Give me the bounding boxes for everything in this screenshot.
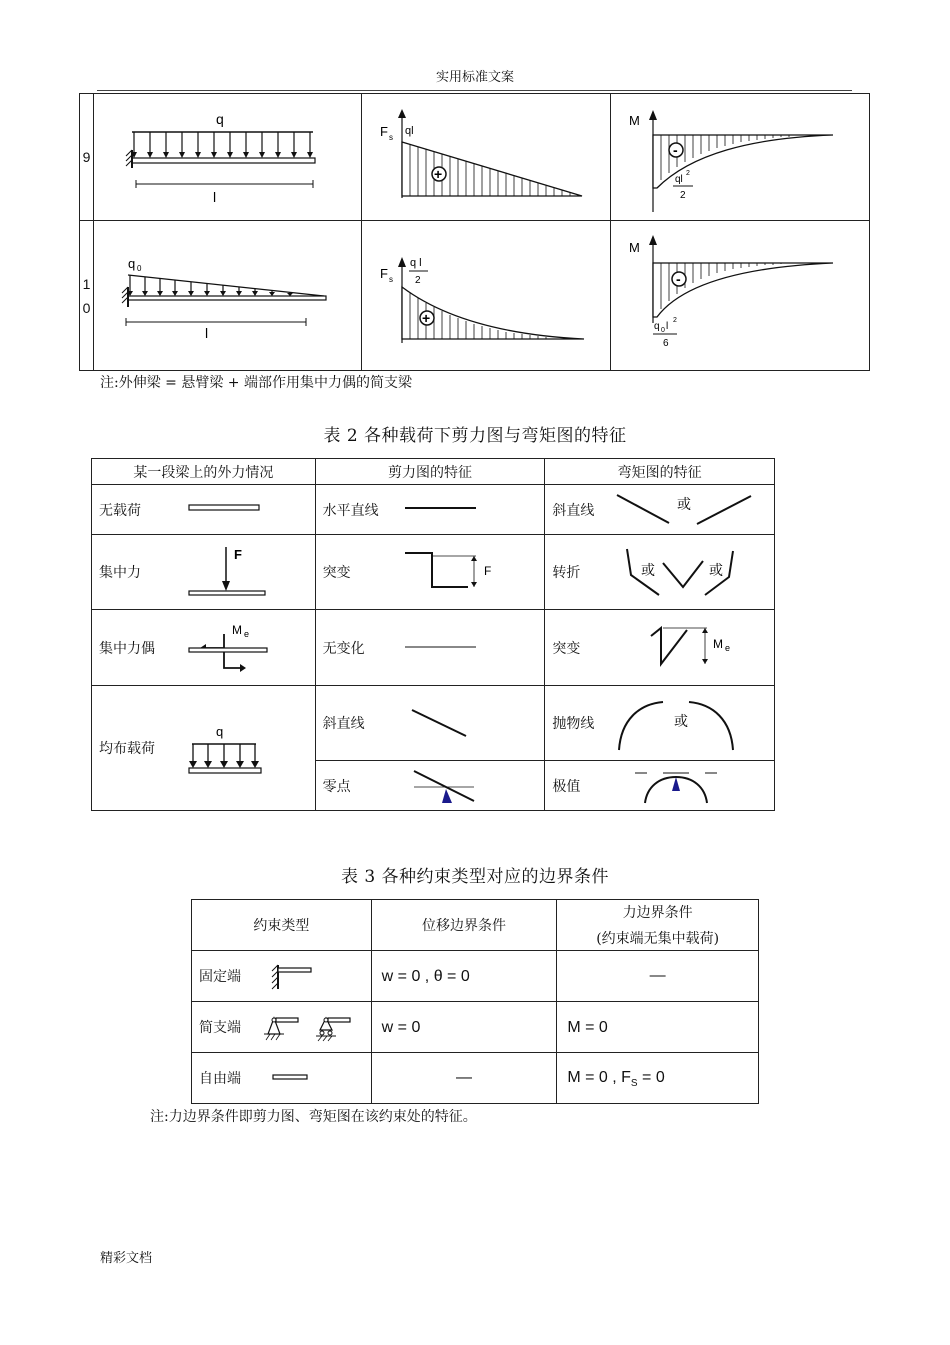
or-label: 或 <box>641 563 656 579</box>
load-q-sub: 0 <box>137 264 142 273</box>
row-number: 1 0 <box>80 221 94 371</box>
load-feature-table <box>91 458 775 811</box>
or-label: 或 <box>709 563 724 579</box>
cantilever-triangular-load-diagram <box>94 221 361 370</box>
negative-sign: - <box>676 271 681 287</box>
load-diagram-cell <box>94 221 362 371</box>
shear-axis-sub: s <box>389 275 393 284</box>
shear-axis-sub: s <box>389 133 393 142</box>
moment-axis-label: M <box>629 240 640 255</box>
column-header: 约束类型 <box>192 900 372 951</box>
simple-support-icon <box>264 1014 356 1042</box>
couple-sub: e <box>244 629 250 639</box>
fixed-support-icon <box>270 963 314 991</box>
moment-value-num: ql <box>675 174 683 185</box>
jump-icon <box>404 547 504 597</box>
load-q-label: q <box>128 256 136 271</box>
moment-value-sup: 2 <box>686 170 690 177</box>
load-diagram-cell <box>94 94 362 221</box>
force-condition: — <box>649 967 666 984</box>
table-row <box>80 221 870 371</box>
moment-feature-label: 抛物线 <box>552 716 595 732</box>
load-q-label: q <box>216 111 224 127</box>
moment-diagram-cell <box>611 94 870 221</box>
displacement-condition: — <box>456 1069 472 1086</box>
shear-feature-label: 斜直线 <box>322 716 365 732</box>
shear-feature-label: 突变 <box>322 565 351 581</box>
free-end-icon <box>272 1073 312 1083</box>
horizontal-line-icon <box>404 644 480 650</box>
extremum-icon <box>633 765 723 807</box>
moment-feature-label: 斜直线 <box>552 502 595 519</box>
moment-feature-label: 极值 <box>552 778 581 795</box>
shear-value-num: q l <box>410 257 422 269</box>
force-condition: M = 0 <box>567 1019 608 1036</box>
table-row <box>92 610 775 686</box>
table-row <box>92 485 775 535</box>
couple-label: M <box>232 623 242 637</box>
page-header: 实用标准文案 <box>435 70 514 85</box>
column-header: 力边界条件 (约束端无集中载荷) <box>557 900 759 951</box>
parabola-icon <box>615 696 745 752</box>
moment-value-num: q <box>654 321 660 332</box>
cantilever-uniform-load-diagram <box>94 94 361 220</box>
table-row <box>92 535 775 610</box>
shear-axis-label: F <box>380 266 388 281</box>
table-row <box>192 1002 759 1053</box>
table-header-row <box>92 459 775 485</box>
length-label: l <box>205 325 209 341</box>
negative-sign: - <box>673 142 678 158</box>
table-header-row <box>192 900 759 951</box>
uniform-load-icon <box>188 722 264 782</box>
shear-force-diagram <box>362 221 610 370</box>
concentrated-force-icon <box>188 545 268 599</box>
force-label: F <box>483 564 492 578</box>
page-footer: 精彩文档 <box>100 1251 153 1266</box>
column-header: 剪力图的特征 <box>315 459 545 485</box>
load-type-label: 集中力 <box>99 565 141 581</box>
bending-moment-diagram <box>611 94 869 220</box>
kink-icon <box>625 545 745 601</box>
table2-caption: 表 2 各种载荷下剪力图与弯矩图的特征 <box>323 426 627 446</box>
table-row <box>80 94 870 221</box>
shear-feature-label: 水平直线 <box>322 502 379 519</box>
table1-note: 注:外伸梁 = 悬臂梁 + 端部作用集中力偶的简支梁 <box>100 375 412 391</box>
force-label: F <box>234 547 242 562</box>
shear-axis-label: F <box>380 124 388 139</box>
horizontal-line-icon <box>404 505 479 511</box>
row-number: 9 <box>80 94 94 221</box>
shear-diagram-cell <box>362 221 611 371</box>
table3-caption: 表 3 各种约束类型对应的边界条件 <box>340 867 610 887</box>
load-q-label: q <box>216 724 224 739</box>
moment-value-den: 6 <box>663 338 669 349</box>
couple-sub: e <box>725 643 731 653</box>
positive-sign: + <box>434 166 443 182</box>
table3-note: 注:力边界条件即剪力图、弯矩图在该约束处的特征。 <box>150 1109 477 1125</box>
couple-label: M <box>713 637 724 651</box>
bending-moment-diagram <box>611 221 869 370</box>
table-row <box>92 686 775 761</box>
moment-value-l: l <box>666 321 669 332</box>
constraint-type-label: 固定端 <box>199 969 241 985</box>
constraint-type-label: 简支端 <box>199 1020 241 1036</box>
sloped-line-icon <box>615 491 755 529</box>
column-header: 弯矩图的特征 <box>545 459 775 485</box>
concentrated-couple-icon <box>188 622 272 676</box>
moment-value-den: 2 <box>680 190 686 201</box>
shear-diagram-cell <box>362 94 611 221</box>
displacement-condition: w = 0 , θ = 0 <box>381 968 470 985</box>
beam-icon <box>188 503 262 513</box>
shear-feature-label: 无变化 <box>322 640 365 657</box>
column-header: 某一段梁上的外力情况 <box>92 459 316 485</box>
moment-jump-icon <box>649 624 749 674</box>
constraint-type-label: 自由端 <box>199 1071 241 1087</box>
shear-value-den: 2 <box>415 275 421 286</box>
shear-feature-label: 零点 <box>322 778 351 795</box>
boundary-condition-table <box>191 899 759 1104</box>
length-label: l <box>213 189 217 205</box>
moment-feature-label: 转折 <box>552 565 581 581</box>
load-type-label: 集中力偶 <box>99 640 155 657</box>
shear-value-label: ql <box>405 125 414 137</box>
force-condition: M = 0 , $F_S = 0$ <box>567 1069 665 1090</box>
column-header: 位移边界条件 <box>371 900 557 951</box>
zero-point-icon <box>410 767 480 807</box>
shear-force-diagram <box>362 94 610 220</box>
or-label: 或 <box>674 714 689 730</box>
header-rule <box>97 90 852 91</box>
moment-value-sub: 0 <box>661 327 665 334</box>
table-row <box>192 1053 759 1104</box>
displacement-condition: w = 0 <box>381 1019 421 1036</box>
sloped-line-icon <box>410 706 470 740</box>
or-label: 或 <box>677 497 692 513</box>
beam-table <box>79 93 870 371</box>
table-row <box>192 951 759 1002</box>
moment-value-sup: 2 <box>673 317 677 324</box>
load-type-label: 均布载荷 <box>99 741 155 757</box>
moment-axis-label: M <box>629 113 640 128</box>
moment-diagram-cell <box>611 221 870 371</box>
load-type-label: 无载荷 <box>99 502 141 519</box>
moment-feature-label: 突变 <box>552 640 581 657</box>
positive-sign: + <box>422 310 431 326</box>
